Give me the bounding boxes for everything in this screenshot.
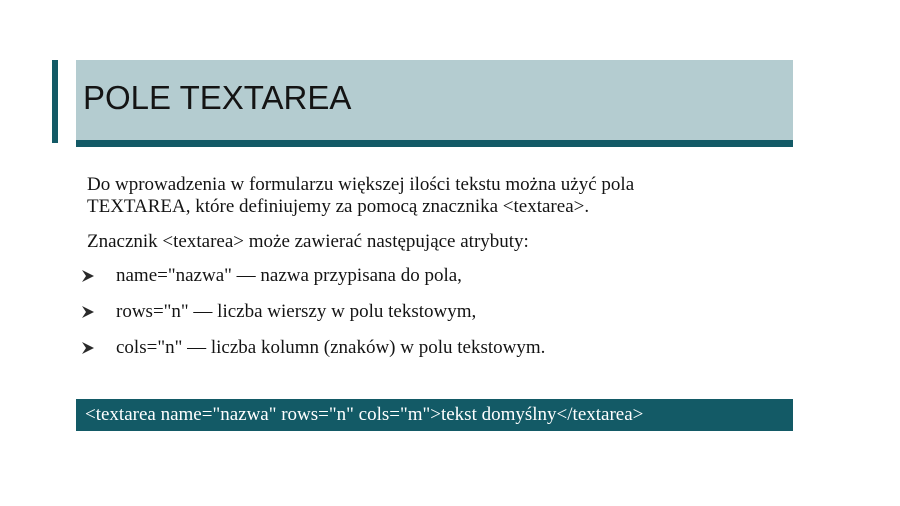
bullet-text: rows="n" — liczba wierszy w polu tekstowym,: [116, 301, 477, 322]
attributes-intro: Znacznik <textarea> może zawierać następujące atrybuty:: [87, 231, 529, 252]
arrow-bullet-icon: [80, 340, 96, 356]
intro-line-2: TEXTAREA, które definiujemy za pomocą znacznika <textarea>.: [87, 196, 590, 217]
arrow-bullet-icon: [80, 304, 96, 320]
slide-title: POLE TEXTAREA: [83, 79, 352, 116]
title-accent-bar: [52, 60, 58, 143]
title-underline: [76, 140, 793, 147]
intro-line-1: Do wprowadzenia w formularzu większej ilości tekstu można użyć pola: [87, 174, 635, 195]
intro-paragraph: [87, 174, 634, 218]
bullet-text: name="nazwa" — nazwa przypisana do pola,: [116, 265, 462, 286]
code-example: <textarea name="nazwa" rows="n" cols="m">tekst domyślny</textarea>: [85, 404, 644, 425]
arrow-bullet-icon: [80, 268, 96, 284]
code-example-band: [76, 399, 793, 431]
bullet-text: cols="n" — liczba kolumn (znaków) w polu tekstowym.: [116, 337, 546, 358]
